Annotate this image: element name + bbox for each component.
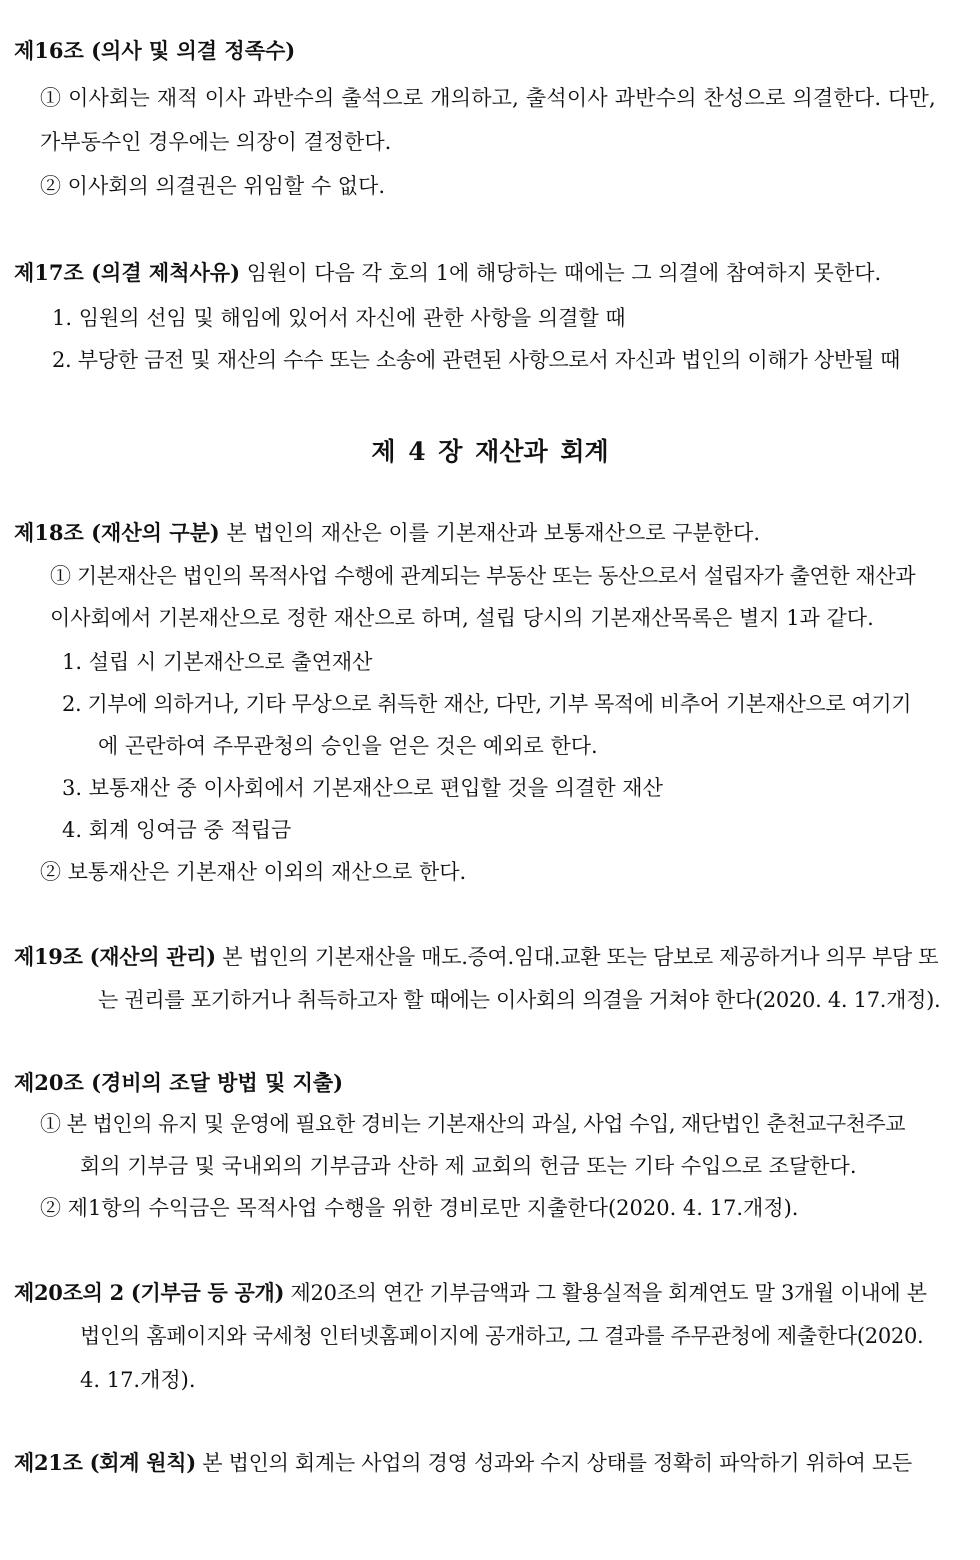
article-19-body-b: 는 권리를 포기하거나 취득하고자 할 때에는 이사회의 의결을 거쳐야 한다(2020. 4. 17.개정). [98,988,941,1012]
article-21-title: 제21조 (회계 원칙) [14,1450,196,1475]
article-19-title: 제19조 (재산의 관리) [14,944,216,969]
article-20-2-body-a: 제20조의 연간 기부금액과 그 활용실적을 회계연도 말 3개월 이내에 본 [290,1281,927,1305]
article-19-body-a: 본 법인의 기본재산을 매도.증여.임대.교환 또는 담보로 제공하거나 의무 부담 또 [222,945,939,969]
article-16-para-1a [40,88,956,109]
article-16-para-1b: 가부동수인 경우에는 의장이 결정한다. [40,130,392,154]
article-17-line [14,262,881,284]
article-18-item-2a: 2. 기부에 의하거나, 기타 무상으로 취득한 재산, 다만, 기부 목적에 비추어 기본재산으로 여기기 [62,692,912,716]
article-21-body-a: 본 법인의 회계는 사업의 경영 성과와 수지 상태를 정확히 파악하기 위하여 모든 [202,1451,912,1475]
article-18-item-4: 4. 회계 잉여금 중 적립금 [62,818,292,842]
article-18-body: 본 법인의 재산은 이를 기본재산과 보통재산으로 구분한다. [226,521,761,545]
article-20-title: 제20조 (경비의 조달 방법 및 지출) [14,1070,344,1095]
article-21-line-a [14,1452,912,1474]
article-17-item-1: 1. 임원의 선임 및 해임에 있어서 자신에 관한 사항을 의결할 때 [52,306,626,330]
article-18-item-2b: 에 곤란하여 주무관청의 승인을 얻은 것은 예외로 한다. [98,734,598,758]
article-16-para-2: ② 이사회의 의결권은 위임할 수 없다. [40,174,386,198]
article-18-para-1b: 이사회에서 기본재산으로 정한 재산으로 하며, 설립 당시의 기본재산목록은 별지 1과 같다. [50,606,874,630]
article-20-2-body-b: 법인의 홈페이지와 국세청 인터넷홈페이지에 공개하고, 그 결과를 주무관청에 제출한다(2020. [80,1324,924,1348]
article-20-para-1a: ① 본 법인의 유지 및 운영에 필요한 경비는 기본재산의 과실, 사업 수입, 재단법인 춘천교구천주교 [40,1112,905,1136]
article-18-title: 제18조 (재산의 구분) [14,520,220,545]
article-18-item-3: 3. 보통재산 중 이사회에서 기본재산으로 편입할 것을 의결한 재산 [62,776,663,800]
article-20-para-2: ② 제1항의 수익금은 목적사업 수행을 위한 경비로만 지출한다(2020. 4. 17.개정). [40,1196,799,1220]
article-20-2-body-c: 4. 17.개정). [80,1368,196,1392]
article-17-title: 제17조 (의결 제척사유) [14,260,241,285]
article-18-para-2: ② 보통재산은 기본재산 이외의 재산으로 한다. [40,860,467,884]
article-20-para-1b: 회의 기부금 및 국내외의 기부금과 산하 제 교회의 헌금 또는 기타 수입으로 조달한다. [80,1154,857,1178]
article-18-para-1a: ① 기본재산은 법인의 목적사업 수행에 관계되는 부동산 또는 동산으로서 설립자가 출연한 재산과 [50,564,916,588]
article-17-body: 임원이 다음 각 호의 1에 해당하는 때에는 그 의결에 참여하지 못한다. [246,261,882,285]
article-16-title: 제16조 (의사 및 의결 정족수) [14,38,296,63]
article-18-line [14,522,760,544]
article-17-item-2: 2. 부당한 금전 및 재산의 수수 또는 소송에 관련된 사항으로서 자신과 법인의 이해가 상반될 때 [52,348,901,372]
chapter-4-heading: 제 4 장 재산과 회계 [371,437,609,466]
article-18-item-1: 1. 설립 시 기본재산으로 출연재산 [62,650,373,674]
article-16-para-1a-text: ① 이사회는 재적 이사 과반수의 출석으로 개의하고, 출석이사 과반수의 찬성으로 의결한다. 다만, [40,86,936,110]
article-20-2-title: 제20조의 2 (기부금 등 공개) [14,1280,285,1305]
article-20-2-line-a [14,1282,927,1304]
article-19-line-a [14,946,938,968]
